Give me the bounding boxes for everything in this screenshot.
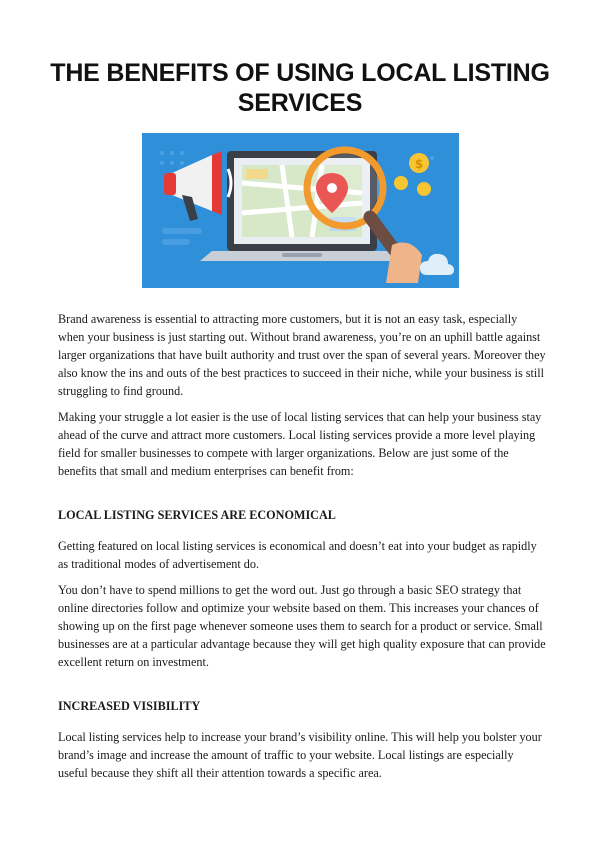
- section-heading-economical: LOCAL LISTING SERVICES ARE ECONOMICAL: [58, 508, 336, 522]
- article-body: [58, 310, 546, 790]
- intro-paragraph-1: Brand awareness is essential to attracting more customers, but it is not an easy task, especially when your business is just starting out. Without brand awareness, you’re on an uphill battle against larger organizations that have built authority and trust over the span of several years. Moreover they also know the ins and outs of the best practices to succeed in their niche, while your business is still struggling to find ground.: [58, 312, 546, 398]
- visibility-paragraph-1: Local listing services help to increase your brand’s visibility online. This will help you bolster your brand’s image and increase the amount of traffic to your website. Local listings are especially useful because they shift all their attention towards a specific area.: [58, 730, 542, 780]
- svg-text:$: $: [414, 157, 424, 171]
- hero-illustration: [142, 133, 459, 288]
- section-heading-visibility: INCREASED VISIBILITY: [58, 699, 201, 713]
- intro-paragraph-2: Making your struggle a lot easier is the use of local listing services that can help your business stay ahead of the curve and attract more customers. Local listing services provide a more level playing field for smaller businesses to compete with larger organizations. Below are just some of the benefits that small and medium enterprises can benefit from:: [58, 410, 542, 478]
- economical-paragraph-1: Getting featured on local listing services is economical and doesn’t eat into your budget as rapidly as traditional modes of advertisement do.: [58, 539, 537, 571]
- page-title: THE BENEFITS OF USING LOCAL LISTING SERVICES: [50, 59, 550, 117]
- economical-paragraph-2: You don’t have to spend millions to get the word out. Just go through a basic SEO strategy that online directories follow and optimize your website based on them. This increases your chances of showing up on the first page whenever someone uses them to search for a product or service. Small businesses are at a particular advantage because they will get high quality exposure that can provide excellent return on investment.: [58, 583, 546, 669]
